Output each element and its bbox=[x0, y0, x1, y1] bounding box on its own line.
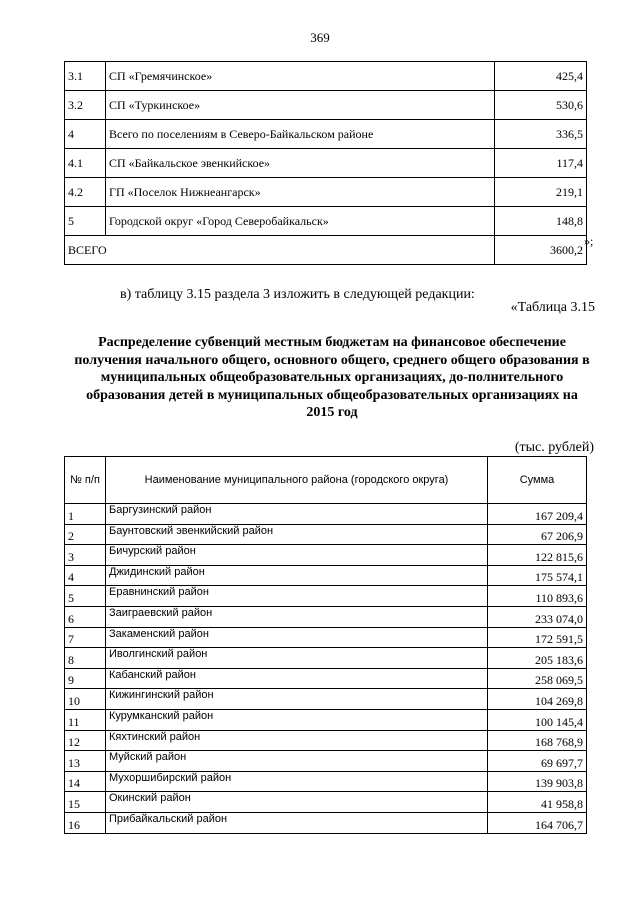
row-number: 10 bbox=[65, 689, 106, 710]
row-value: 336,5 bbox=[495, 120, 587, 149]
row-value: 530,6 bbox=[495, 91, 587, 120]
page-number: 369 bbox=[310, 30, 330, 45]
row-number: 3 bbox=[65, 545, 106, 566]
table-row bbox=[65, 627, 587, 648]
row-number: 4 bbox=[65, 565, 106, 586]
quote-end-mark: »; bbox=[584, 234, 594, 248]
row-number: 9 bbox=[65, 668, 106, 689]
row-value: 172 591,5 bbox=[488, 627, 587, 648]
row-number: 14 bbox=[65, 771, 106, 792]
row-number: 4.1 bbox=[65, 149, 106, 178]
table-row bbox=[65, 792, 587, 813]
row-name: Всего по поселениям в Северо-Байкальском районе bbox=[106, 120, 495, 149]
row-name: Баунтовский эвенкийский район bbox=[106, 524, 488, 545]
table-row bbox=[65, 771, 587, 792]
row-value: 219,1 bbox=[495, 178, 587, 207]
row-number: 2 bbox=[65, 524, 106, 545]
row-number: 3.1 bbox=[65, 62, 106, 91]
row-number: 12 bbox=[65, 730, 106, 751]
row-name: СП «Гремячинское» bbox=[106, 62, 495, 91]
row-value: 41 958,8 bbox=[488, 792, 587, 813]
table-row bbox=[65, 648, 587, 669]
table-label: «Таблица 3.15 bbox=[510, 300, 595, 315]
amendment-instruction: в) таблицу 3.15 раздела 3 изложить в следующей редакции: bbox=[120, 287, 475, 302]
table-row bbox=[65, 565, 587, 586]
row-number: 5 bbox=[65, 586, 106, 607]
row-name: ГП «Поселок Нижнеангарск» bbox=[106, 178, 495, 207]
table-row bbox=[65, 207, 587, 236]
settlements-table bbox=[64, 61, 587, 265]
row-number: 15 bbox=[65, 792, 106, 813]
table-row bbox=[65, 689, 587, 710]
row-value: 168 768,9 bbox=[488, 730, 587, 751]
row-value: 233 074,0 bbox=[488, 606, 587, 627]
table-row bbox=[65, 668, 587, 689]
row-value: 167 209,4 bbox=[488, 504, 587, 525]
table-row bbox=[65, 606, 587, 627]
row-name: Муйский район bbox=[106, 751, 488, 772]
row-number: 7 bbox=[65, 627, 106, 648]
row-value: 139 903,8 bbox=[488, 771, 587, 792]
row-number: 16 bbox=[65, 812, 106, 833]
row-number: 3.2 bbox=[65, 91, 106, 120]
header-row bbox=[65, 457, 587, 504]
row-value: 69 697,7 bbox=[488, 751, 587, 772]
table-row bbox=[65, 812, 587, 833]
table-row bbox=[65, 751, 587, 772]
row-name: Баргузинский район bbox=[106, 504, 488, 525]
row-name: Кабанский район bbox=[106, 668, 488, 689]
row-name: Курумканский район bbox=[106, 709, 488, 730]
row-value: 110 893,6 bbox=[488, 586, 587, 607]
row-value: 175 574,1 bbox=[488, 565, 587, 586]
row-name: Прибайкальский район bbox=[106, 812, 488, 833]
row-number: 4 bbox=[65, 120, 106, 149]
row-name: Бичурский район bbox=[106, 545, 488, 566]
total-row bbox=[65, 236, 587, 265]
row-name: Закаменский район bbox=[106, 627, 488, 648]
row-value: 122 815,6 bbox=[488, 545, 587, 566]
row-value: 117,4 bbox=[495, 149, 587, 178]
total-label: ВСЕГО bbox=[65, 236, 495, 265]
row-number: 5 bbox=[65, 207, 106, 236]
subventions-table bbox=[64, 456, 587, 834]
row-name: Мухоршибирский район bbox=[106, 771, 488, 792]
table-row bbox=[65, 91, 587, 120]
table-row bbox=[65, 730, 587, 751]
row-name: Городской округ «Город Северобайкальск» bbox=[106, 207, 495, 236]
row-value: 258 069,5 bbox=[488, 668, 587, 689]
header-number: № п/п bbox=[65, 457, 106, 504]
row-value: 100 145,4 bbox=[488, 709, 587, 730]
row-name: СП «Туркинское» bbox=[106, 91, 495, 120]
row-name: СП «Байкальское эвенкийское» bbox=[106, 149, 495, 178]
table-row bbox=[65, 120, 587, 149]
table-row bbox=[65, 545, 587, 566]
row-value: 104 269,8 bbox=[488, 689, 587, 710]
table-row bbox=[65, 504, 587, 525]
row-value: 148,8 bbox=[495, 207, 587, 236]
row-name: Иволгинский район bbox=[106, 648, 488, 669]
row-value: 205 183,6 bbox=[488, 648, 587, 669]
row-value: 164 706,7 bbox=[488, 812, 587, 833]
table-row bbox=[65, 709, 587, 730]
row-number: 4.2 bbox=[65, 178, 106, 207]
table-row bbox=[65, 524, 587, 545]
row-name: Кяхтинский район bbox=[106, 730, 488, 751]
table-row bbox=[65, 149, 587, 178]
row-name: Кижингинский район bbox=[106, 689, 488, 710]
header-sum: Сумма bbox=[488, 457, 587, 504]
settlements-table-body bbox=[65, 62, 587, 265]
units-label: (тыс. рублей) bbox=[514, 440, 594, 455]
table-title: Распределение субвенций местным бюджетам на финансовое обеспечение получения начального общего, основного общего, среднего общего образования в муниципальных общеобразовательных организациях, до-полнительного образования детей в муниципальных общеобразовательных организациях на 2015 год bbox=[74, 335, 590, 420]
row-number: 8 bbox=[65, 648, 106, 669]
row-name: Окинский район bbox=[106, 792, 488, 813]
table-row bbox=[65, 586, 587, 607]
row-name: Еравнинский район bbox=[106, 586, 488, 607]
row-value: 425,4 bbox=[495, 62, 587, 91]
row-name: Джидинский район bbox=[106, 565, 488, 586]
subventions-table-body bbox=[65, 504, 587, 834]
row-name: Заиграевский район bbox=[106, 606, 488, 627]
row-number: 13 bbox=[65, 751, 106, 772]
table-row bbox=[65, 178, 587, 207]
row-number: 6 bbox=[65, 606, 106, 627]
total-value: 3600,2 bbox=[495, 236, 587, 265]
row-number: 11 bbox=[65, 709, 106, 730]
table-row bbox=[65, 62, 587, 91]
row-number: 1 bbox=[65, 504, 106, 525]
header-name: Наименование муниципального района (городского округа) bbox=[106, 457, 488, 504]
row-value: 67 206,9 bbox=[488, 524, 587, 545]
subventions-table-header bbox=[65, 457, 587, 504]
